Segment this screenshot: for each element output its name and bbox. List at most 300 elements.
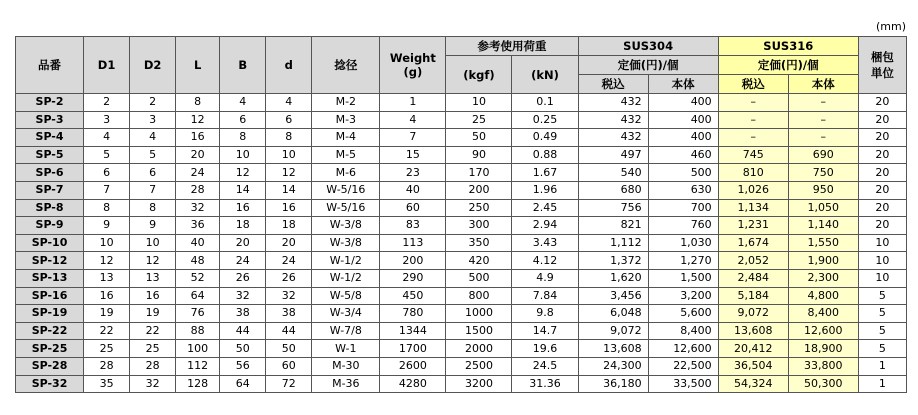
weight-cell: 83 (380, 217, 446, 235)
l-cell: 128 (176, 375, 220, 393)
d2-cell: 32 (130, 375, 176, 393)
table-row (16, 164, 907, 182)
table-row (16, 146, 907, 164)
sus316-tax-cell: – (718, 111, 788, 129)
sus304-base-cell: 8,400 (648, 322, 718, 340)
header-load: 参考使用荷重 (446, 37, 578, 56)
d-cell: 6 (266, 111, 312, 129)
load-kn-cell: 4.12 (512, 252, 578, 270)
thread-cell: W-7/8 (312, 322, 380, 340)
d2-cell: 2 (130, 94, 176, 112)
sus316-base-cell: 8,400 (788, 305, 858, 323)
sus304-tax-cell: 6,048 (578, 305, 648, 323)
sus316-tax-cell: 1,231 (718, 217, 788, 235)
thread-cell: M-6 (312, 164, 380, 182)
b-cell: 18 (220, 217, 266, 235)
pack-unit-cell: 20 (858, 146, 906, 164)
part-no-cell: SP-10 (16, 234, 84, 252)
sus316-base-cell: 12,600 (788, 322, 858, 340)
sus304-base-cell: 22,500 (648, 357, 718, 375)
l-cell: 40 (176, 234, 220, 252)
sus304-tax-cell: 9,072 (578, 322, 648, 340)
sus316-base-cell: – (788, 129, 858, 147)
d-cell: 24 (266, 252, 312, 270)
sus316-tax-cell: 1,134 (718, 199, 788, 217)
sus316-base-cell: 950 (788, 181, 858, 199)
load-kn-cell: 2.94 (512, 217, 578, 235)
sus316-base-cell: – (788, 94, 858, 112)
sus304-base-cell: 5,600 (648, 305, 718, 323)
sus316-base-cell: 750 (788, 164, 858, 182)
spec-price-table (15, 36, 907, 393)
header-d1: D1 (84, 37, 130, 94)
d-cell: 60 (266, 357, 312, 375)
sus316-base-cell: 1,140 (788, 217, 858, 235)
sus304-tax-cell: 36,180 (578, 375, 648, 393)
sus304-tax-cell: 1,372 (578, 252, 648, 270)
load-kgf-cell: 10 (446, 94, 512, 112)
load-kn-cell: 0.1 (512, 94, 578, 112)
d2-cell: 16 (130, 287, 176, 305)
d1-cell: 3 (84, 111, 130, 129)
header-pack-label: 梱包 (870, 50, 894, 64)
d1-cell: 13 (84, 269, 130, 287)
b-cell: 8 (220, 129, 266, 147)
l-cell: 8 (176, 94, 220, 112)
b-cell: 38 (220, 305, 266, 323)
header-sus316-base: 本体 (788, 75, 858, 94)
sus304-tax-cell: 497 (578, 146, 648, 164)
sus316-tax-cell: 36,504 (718, 357, 788, 375)
b-cell: 12 (220, 164, 266, 182)
d2-cell: 22 (130, 322, 176, 340)
table-row (16, 94, 907, 112)
table-row (16, 287, 907, 305)
thread-cell: W-3/8 (312, 217, 380, 235)
l-cell: 32 (176, 199, 220, 217)
d-cell: 44 (266, 322, 312, 340)
thread-cell: W-3/8 (312, 234, 380, 252)
load-kn-cell: 2.45 (512, 199, 578, 217)
b-cell: 26 (220, 269, 266, 287)
weight-cell: 450 (380, 287, 446, 305)
load-kgf-cell: 200 (446, 181, 512, 199)
sus316-tax-cell: 13,608 (718, 322, 788, 340)
thread-cell: W-5/8 (312, 287, 380, 305)
d-cell: 14 (266, 181, 312, 199)
d1-cell: 28 (84, 357, 130, 375)
d1-cell: 5 (84, 146, 130, 164)
table-row (16, 129, 907, 147)
load-kn-cell: 1.67 (512, 164, 578, 182)
pack-unit-cell: 20 (858, 94, 906, 112)
table-row (16, 181, 907, 199)
pack-unit-cell: 1 (858, 375, 906, 393)
weight-cell: 780 (380, 305, 446, 323)
sus304-tax-cell: 432 (578, 111, 648, 129)
b-cell: 64 (220, 375, 266, 393)
sus304-tax-cell: 680 (578, 181, 648, 199)
header-sus304: SUS304 (578, 37, 718, 56)
header-sus316: SUS316 (718, 37, 858, 56)
d1-cell: 2 (84, 94, 130, 112)
table-body (16, 94, 907, 393)
weight-cell: 4280 (380, 375, 446, 393)
sus316-tax-cell: 9,072 (718, 305, 788, 323)
sus316-base-cell: 18,900 (788, 340, 858, 358)
pack-unit-cell: 1 (858, 357, 906, 375)
weight-cell: 40 (380, 181, 446, 199)
d1-cell: 10 (84, 234, 130, 252)
d1-cell: 7 (84, 181, 130, 199)
sus304-tax-cell: 3,456 (578, 287, 648, 305)
part-no-cell: SP-32 (16, 375, 84, 393)
sus316-tax-cell: 745 (718, 146, 788, 164)
part-no-cell: SP-25 (16, 340, 84, 358)
sus316-tax-cell: 54,324 (718, 375, 788, 393)
d1-cell: 8 (84, 199, 130, 217)
d2-cell: 19 (130, 305, 176, 323)
part-no-cell: SP-2 (16, 94, 84, 112)
sus316-base-cell: 1,050 (788, 199, 858, 217)
load-kn-cell: 1.96 (512, 181, 578, 199)
d1-cell: 9 (84, 217, 130, 235)
part-no-cell: SP-5 (16, 146, 84, 164)
l-cell: 24 (176, 164, 220, 182)
load-kgf-cell: 25 (446, 111, 512, 129)
header-sus304-tax: 税込 (578, 75, 648, 94)
sus316-base-cell: 33,800 (788, 357, 858, 375)
sus304-base-cell: 500 (648, 164, 718, 182)
l-cell: 112 (176, 357, 220, 375)
header-d2: D2 (130, 37, 176, 94)
sus304-base-cell: 400 (648, 94, 718, 112)
thread-cell: W-3/4 (312, 305, 380, 323)
header-pack-unit (858, 37, 906, 94)
load-kgf-cell: 1000 (446, 305, 512, 323)
table-row (16, 322, 907, 340)
sus316-base-cell: 4,800 (788, 287, 858, 305)
sus304-tax-cell: 13,608 (578, 340, 648, 358)
sus304-base-cell: 12,600 (648, 340, 718, 358)
load-kgf-cell: 250 (446, 199, 512, 217)
table-row (16, 111, 907, 129)
d1-cell: 16 (84, 287, 130, 305)
d-cell: 12 (266, 164, 312, 182)
d2-cell: 10 (130, 234, 176, 252)
part-no-cell: SP-9 (16, 217, 84, 235)
b-cell: 20 (220, 234, 266, 252)
pack-unit-cell: 5 (858, 305, 906, 323)
header-weight-label: Weight (389, 51, 436, 65)
sus304-base-cell: 400 (648, 129, 718, 147)
d-cell: 4 (266, 94, 312, 112)
sus316-base-cell: 2,300 (788, 269, 858, 287)
load-kn-cell: 9.8 (512, 305, 578, 323)
unit-label: (mm) (875, 20, 906, 33)
load-kgf-cell: 3200 (446, 375, 512, 393)
b-cell: 24 (220, 252, 266, 270)
load-kgf-cell: 90 (446, 146, 512, 164)
sus316-tax-cell: – (718, 129, 788, 147)
part-no-cell: SP-12 (16, 252, 84, 270)
sus304-base-cell: 3,200 (648, 287, 718, 305)
pack-unit-cell: 5 (858, 340, 906, 358)
sus304-tax-cell: 1,112 (578, 234, 648, 252)
header-sus316-tax: 税込 (718, 75, 788, 94)
d1-cell: 35 (84, 375, 130, 393)
thread-cell: M-36 (312, 375, 380, 393)
b-cell: 32 (220, 287, 266, 305)
table-header (16, 37, 907, 94)
weight-cell: 1344 (380, 322, 446, 340)
load-kn-cell: 0.25 (512, 111, 578, 129)
load-kgf-cell: 350 (446, 234, 512, 252)
load-kn-cell: 4.9 (512, 269, 578, 287)
d-cell: 16 (266, 199, 312, 217)
part-no-cell: SP-3 (16, 111, 84, 129)
table-row (16, 217, 907, 235)
sus304-tax-cell: 432 (578, 129, 648, 147)
header-load-kn: (kN) (512, 56, 578, 94)
thread-cell: W-5/16 (312, 199, 380, 217)
table-row (16, 340, 907, 358)
d-cell: 72 (266, 375, 312, 393)
table-row (16, 357, 907, 375)
table-row (16, 199, 907, 217)
load-kn-cell: 24.5 (512, 357, 578, 375)
load-kgf-cell: 2500 (446, 357, 512, 375)
d2-cell: 8 (130, 199, 176, 217)
sus316-base-cell: 50,300 (788, 375, 858, 393)
weight-cell: 2600 (380, 357, 446, 375)
b-cell: 6 (220, 111, 266, 129)
sus316-tax-cell: 5,184 (718, 287, 788, 305)
pack-unit-cell: 20 (858, 181, 906, 199)
d1-cell: 12 (84, 252, 130, 270)
l-cell: 64 (176, 287, 220, 305)
load-kgf-cell: 50 (446, 129, 512, 147)
sus304-tax-cell: 756 (578, 199, 648, 217)
table-row (16, 252, 907, 270)
load-kn-cell: 7.84 (512, 287, 578, 305)
sus304-base-cell: 700 (648, 199, 718, 217)
pack-unit-cell: 20 (858, 129, 906, 147)
part-no-cell: SP-28 (16, 357, 84, 375)
sus304-tax-cell: 1,620 (578, 269, 648, 287)
load-kn-cell: 19.6 (512, 340, 578, 358)
pack-unit-cell: 10 (858, 269, 906, 287)
header-thread: 捻径 (312, 37, 380, 94)
d-cell: 8 (266, 129, 312, 147)
sus316-tax-cell: 2,052 (718, 252, 788, 270)
weight-cell: 7 (380, 129, 446, 147)
sus304-tax-cell: 540 (578, 164, 648, 182)
l-cell: 52 (176, 269, 220, 287)
table-row (16, 269, 907, 287)
sus316-tax-cell: – (718, 94, 788, 112)
d1-cell: 6 (84, 164, 130, 182)
l-cell: 88 (176, 322, 220, 340)
thread-cell: W-1/2 (312, 252, 380, 270)
pack-unit-cell: 20 (858, 164, 906, 182)
load-kn-cell: 0.49 (512, 129, 578, 147)
load-kgf-cell: 800 (446, 287, 512, 305)
header-weight (380, 37, 446, 94)
header-pack-label-2: 単位 (870, 66, 894, 80)
sus304-tax-cell: 432 (578, 94, 648, 112)
header-b: B (220, 37, 266, 94)
thread-cell: M-3 (312, 111, 380, 129)
sus316-base-cell: 690 (788, 146, 858, 164)
d1-cell: 19 (84, 305, 130, 323)
l-cell: 12 (176, 111, 220, 129)
d2-cell: 3 (130, 111, 176, 129)
b-cell: 16 (220, 199, 266, 217)
weight-cell: 290 (380, 269, 446, 287)
sus304-base-cell: 1,030 (648, 234, 718, 252)
header-part-no: 品番 (16, 37, 84, 94)
b-cell: 4 (220, 94, 266, 112)
part-no-cell: SP-8 (16, 199, 84, 217)
table-row (16, 305, 907, 323)
d2-cell: 13 (130, 269, 176, 287)
sus316-base-cell: 1,900 (788, 252, 858, 270)
sus304-base-cell: 460 (648, 146, 718, 164)
weight-cell: 1 (380, 94, 446, 112)
sus304-base-cell: 400 (648, 111, 718, 129)
d1-cell: 25 (84, 340, 130, 358)
pack-unit-cell: 5 (858, 322, 906, 340)
table-row (16, 375, 907, 393)
sus316-base-cell: – (788, 111, 858, 129)
d1-cell: 22 (84, 322, 130, 340)
load-kgf-cell: 420 (446, 252, 512, 270)
pack-unit-cell: 20 (858, 217, 906, 235)
d2-cell: 28 (130, 357, 176, 375)
header-d: d (266, 37, 312, 94)
weight-cell: 60 (380, 199, 446, 217)
l-cell: 20 (176, 146, 220, 164)
d-cell: 10 (266, 146, 312, 164)
sus316-base-cell: 1,550 (788, 234, 858, 252)
pack-unit-cell: 10 (858, 234, 906, 252)
l-cell: 16 (176, 129, 220, 147)
pack-unit-cell: 20 (858, 199, 906, 217)
thread-cell: W-1/2 (312, 269, 380, 287)
sus316-tax-cell: 810 (718, 164, 788, 182)
part-no-cell: SP-4 (16, 129, 84, 147)
weight-cell: 200 (380, 252, 446, 270)
d1-cell: 4 (84, 129, 130, 147)
weight-cell: 1700 (380, 340, 446, 358)
thread-cell: M-2 (312, 94, 380, 112)
load-kgf-cell: 300 (446, 217, 512, 235)
pack-unit-cell: 5 (858, 287, 906, 305)
l-cell: 28 (176, 181, 220, 199)
thread-cell: M-30 (312, 357, 380, 375)
part-no-cell: SP-13 (16, 269, 84, 287)
part-no-cell: SP-22 (16, 322, 84, 340)
sus304-base-cell: 760 (648, 217, 718, 235)
sus304-base-cell: 630 (648, 181, 718, 199)
sus304-tax-cell: 821 (578, 217, 648, 235)
d2-cell: 9 (130, 217, 176, 235)
part-no-cell: SP-6 (16, 164, 84, 182)
d2-cell: 25 (130, 340, 176, 358)
d-cell: 20 (266, 234, 312, 252)
l-cell: 36 (176, 217, 220, 235)
l-cell: 100 (176, 340, 220, 358)
load-kn-cell: 0.88 (512, 146, 578, 164)
load-kn-cell: 14.7 (512, 322, 578, 340)
d2-cell: 4 (130, 129, 176, 147)
sus316-tax-cell: 20,412 (718, 340, 788, 358)
thread-cell: M-4 (312, 129, 380, 147)
sus316-tax-cell: 1,674 (718, 234, 788, 252)
part-no-cell: SP-7 (16, 181, 84, 199)
sus316-tax-cell: 2,484 (718, 269, 788, 287)
b-cell: 56 (220, 357, 266, 375)
b-cell: 50 (220, 340, 266, 358)
d-cell: 26 (266, 269, 312, 287)
header-l: L (176, 37, 220, 94)
d-cell: 32 (266, 287, 312, 305)
d-cell: 50 (266, 340, 312, 358)
weight-cell: 23 (380, 164, 446, 182)
weight-cell: 113 (380, 234, 446, 252)
d2-cell: 5 (130, 146, 176, 164)
load-kgf-cell: 500 (446, 269, 512, 287)
part-no-cell: SP-16 (16, 287, 84, 305)
thread-cell: W-1 (312, 340, 380, 358)
load-kn-cell: 31.36 (512, 375, 578, 393)
weight-cell: 15 (380, 146, 446, 164)
table-row (16, 234, 907, 252)
d-cell: 18 (266, 217, 312, 235)
sus316-tax-cell: 1,026 (718, 181, 788, 199)
b-cell: 14 (220, 181, 266, 199)
thread-cell: W-5/16 (312, 181, 380, 199)
header-sus304-price: 定価(円)/個 (578, 56, 718, 75)
sus304-base-cell: 33,500 (648, 375, 718, 393)
load-kgf-cell: 170 (446, 164, 512, 182)
header-sus304-base: 本体 (648, 75, 718, 94)
header-weight-unit: (g) (403, 65, 423, 79)
sus304-tax-cell: 24,300 (578, 357, 648, 375)
part-no-cell: SP-19 (16, 305, 84, 323)
pack-unit-cell: 20 (858, 111, 906, 129)
b-cell: 10 (220, 146, 266, 164)
b-cell: 44 (220, 322, 266, 340)
d2-cell: 6 (130, 164, 176, 182)
load-kgf-cell: 2000 (446, 340, 512, 358)
thread-cell: M-5 (312, 146, 380, 164)
sus304-base-cell: 1,500 (648, 269, 718, 287)
sus304-base-cell: 1,270 (648, 252, 718, 270)
header-sus316-price: 定価(円)/個 (718, 56, 858, 75)
load-kgf-cell: 1500 (446, 322, 512, 340)
pack-unit-cell: 10 (858, 252, 906, 270)
d2-cell: 12 (130, 252, 176, 270)
load-kn-cell: 3.43 (512, 234, 578, 252)
d-cell: 38 (266, 305, 312, 323)
l-cell: 76 (176, 305, 220, 323)
d2-cell: 7 (130, 181, 176, 199)
weight-cell: 4 (380, 111, 446, 129)
l-cell: 48 (176, 252, 220, 270)
header-load-kgf: (kgf) (446, 56, 512, 94)
